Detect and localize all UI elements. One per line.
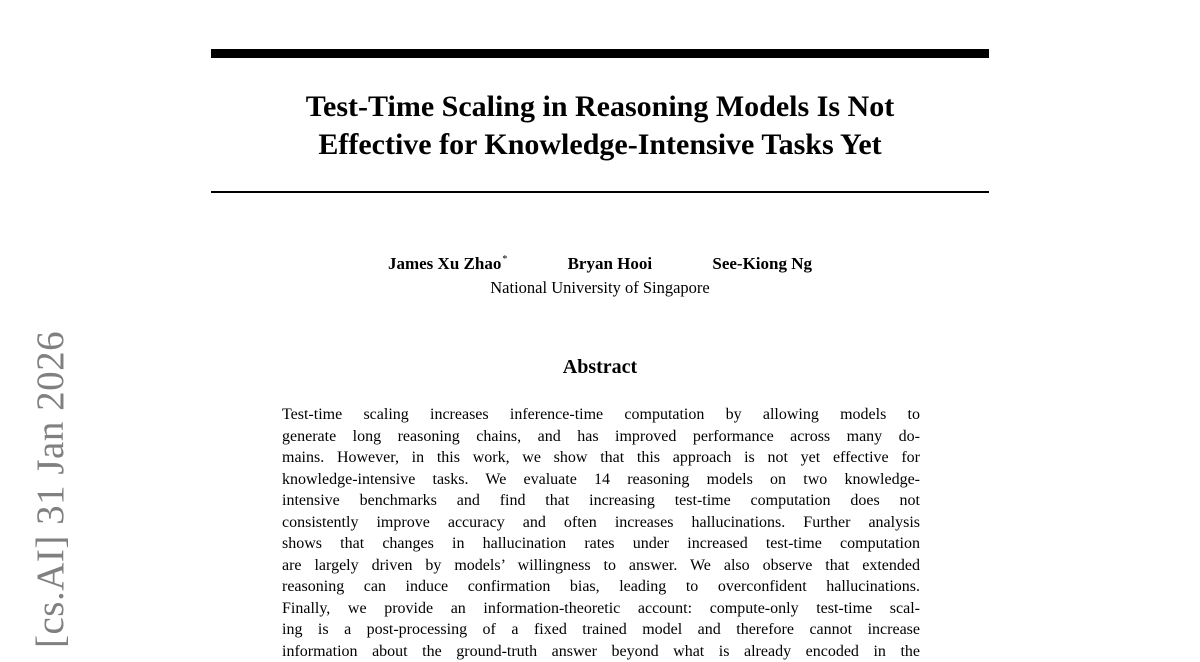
author-name: See-Kiong Ng: [712, 254, 812, 273]
abstract-line: ing is a post-processing of a fixed trained model and therefore cannot increase: [282, 619, 920, 641]
abstract-line: shows that changes in hallucination rates under increased test-time computation: [282, 533, 920, 555]
author-name: James Xu Zhao: [388, 254, 501, 273]
abstract-line: intensive benchmarks and find that increasing test-time computation does not: [282, 490, 920, 512]
abstract-line: knowledge-intensive tasks. We evaluate 14 reasoning models on two knowledge-: [282, 469, 920, 491]
author: [388, 249, 507, 275]
title-bottom-rule: [211, 191, 989, 193]
abstract-body: [282, 404, 920, 662]
title-line-2: Effective for Knowledge-Intensive Tasks Yet: [211, 126, 989, 164]
corresponding-author-mark: *: [502, 254, 507, 265]
abstract-line: generate long reasoning chains, and has improved performance across many do-: [282, 426, 920, 448]
affiliation: National University of Singapore: [211, 277, 989, 299]
abstract-line: Finally, we provide an information-theoretic account: compute-only test-time scal-: [282, 598, 920, 620]
abstract-line: mains. However, in this work, we show that this approach is not yet effective for: [282, 447, 920, 469]
abstract-line: consistently improve accuracy and often increases hallucinations. Further analysis: [282, 512, 920, 534]
abstract-line: reasoning can induce confirmation bias, leading to overconfident hallucinations.: [282, 576, 920, 598]
author: [568, 253, 653, 275]
paper-title: [211, 88, 989, 164]
arxiv-sidebar-stamp: [cs.AI] 31 Jan 2026: [28, 331, 74, 648]
abstract-line: are largely driven by models’ willingness to answer. We also observe that extended: [282, 555, 920, 577]
top-rule: [211, 49, 989, 58]
abstract-heading: Abstract: [211, 354, 989, 380]
author-name: Bryan Hooi: [568, 254, 653, 273]
title-line-1: Test-Time Scaling in Reasoning Models Is Not: [211, 88, 989, 126]
abstract-line: Test-time scaling increases inference-time computation by allowing models to: [282, 404, 920, 426]
author-list: [211, 249, 989, 275]
abstract-line: information about the ground-truth answer beyond what is already encoded in the: [282, 641, 920, 662]
author: [712, 253, 812, 275]
